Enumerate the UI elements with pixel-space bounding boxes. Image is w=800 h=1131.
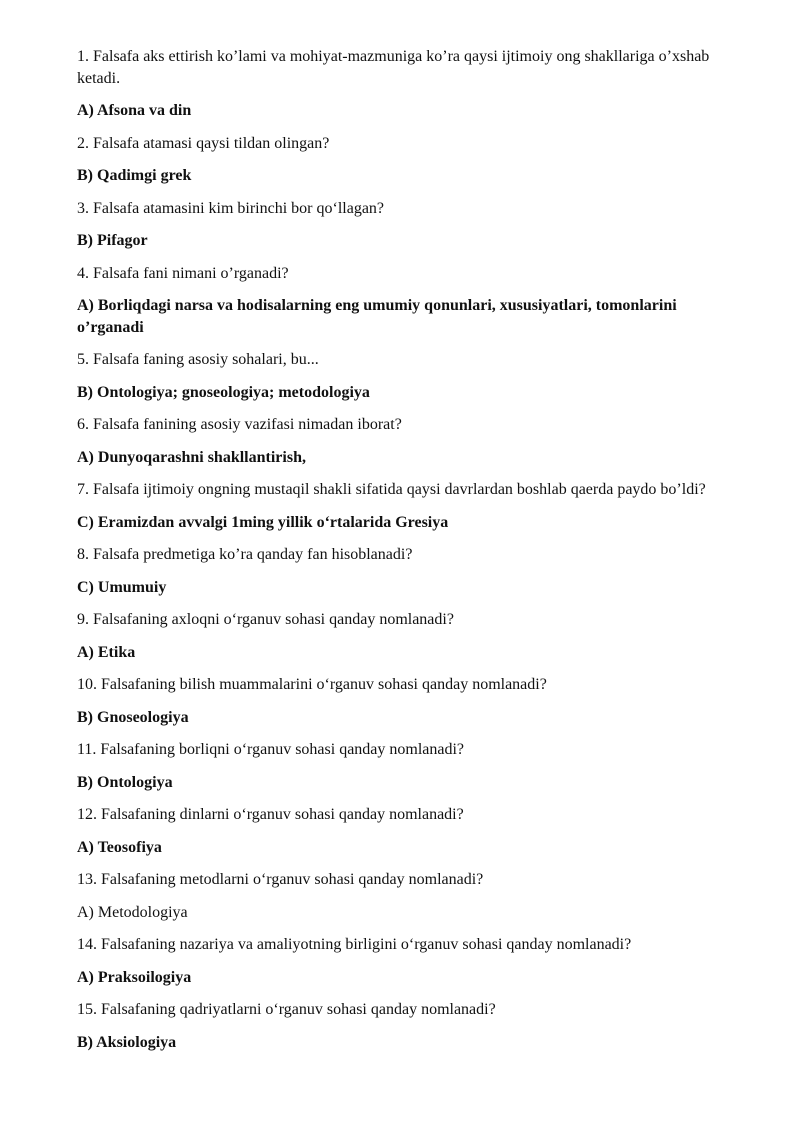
- qa-item-6: [77, 414, 727, 468]
- question-2: 2. Falsafa atamasi qaysi tildan olingan?: [77, 134, 330, 152]
- qa-item-15: [77, 999, 727, 1053]
- answer-8: C) Umumuiy: [77, 578, 167, 596]
- qa-item-9: [77, 609, 727, 663]
- qa-item-5: [77, 349, 727, 403]
- question-14: 14. Falsafaning nazariya va amaliyotning birligini o‘rganuv sohasi qanday nomlanadi?: [77, 936, 632, 953]
- question-4: 4. Falsafa fani nimani o’rganadi?: [77, 264, 289, 282]
- answer-9: A) Etika: [77, 643, 136, 661]
- question-5: 5. Falsafa faning asosiy sohalari, bu...: [77, 351, 319, 368]
- question-11: 11. Falsafaning borliqni o‘rganuv sohasi qanday nomlanadi?: [77, 741, 465, 758]
- answer-2: B) Qadimgi grek: [77, 167, 192, 184]
- question-10: 10. Falsafaning bilish muammalarini o‘rganuv sohasi qanday nomlanadi?: [77, 676, 547, 693]
- qa-item-13: [77, 869, 727, 923]
- qa-item-14: [77, 934, 727, 988]
- answer-15: B) Aksiologiya: [77, 1033, 177, 1051]
- qa-item-8: [77, 544, 727, 598]
- answer-3: B) Pifagor: [77, 232, 148, 249]
- qa-item-1: [77, 46, 727, 122]
- question-1: 1. Falsafa aks ettirish ko’lami va mohiyat-mazmuniga ko’ra qaysi ijtimoiy ong shakllariga o’xshab ketadi.: [77, 48, 710, 87]
- qa-item-10: [77, 674, 727, 728]
- qa-item-7: [77, 479, 727, 533]
- question-12: 12. Falsafaning dinlarni o‘rganuv sohasi qanday nomlanadi?: [77, 806, 464, 823]
- answer-10: B) Gnoseologiya: [77, 708, 189, 726]
- question-8: 8. Falsafa predmetiga ko’ra qanday fan hisoblanadi?: [77, 546, 413, 563]
- qa-item-4: [77, 263, 727, 339]
- answer-14: A) Praksoilogiya: [77, 968, 192, 986]
- answer-4: A) Borliqdagi narsa va hodisalarning eng umumiy qonunlari, xususiyatlari, tomonlarini o’rganadi: [77, 297, 677, 336]
- answer-1: A) Afsona va din: [77, 102, 192, 119]
- answer-6: A) Dunyoqarashni shakllantirish,: [77, 448, 306, 466]
- qa-item-11: [77, 739, 727, 793]
- answer-12: A) Teosofiya: [77, 838, 162, 856]
- answer-11: B) Ontologiya: [77, 773, 173, 791]
- question-13: 13. Falsafaning metodlarni o‘rganuv sohasi qanday nomlanadi?: [77, 871, 484, 888]
- qa-item-2: [77, 133, 727, 187]
- question-6: 6. Falsafa fanining asosiy vazifasi nimadan iborat?: [77, 416, 402, 433]
- document-page: [77, 46, 727, 1064]
- question-9: 9. Falsafaning axloqni o‘rganuv sohasi qanday nomlanadi?: [77, 611, 454, 628]
- qa-item-3: [77, 198, 727, 252]
- answer-7: C) Eramizdan avvalgi 1ming yillik o‘rtalarida Gresiya: [77, 513, 449, 531]
- question-7: 7. Falsafa ijtimoiy ongning mustaqil shakli sifatida qaysi davrlardan boshlab qaerda paydo bo’ldi?: [77, 481, 706, 498]
- answer-13: A) Metodologiya: [77, 903, 188, 921]
- qa-item-12: [77, 804, 727, 858]
- question-15: 15. Falsafaning qadriyatlarni o‘rganuv sohasi qanday nomlanadi?: [77, 1001, 496, 1018]
- question-3: 3. Falsafa atamasini kim birinchi bor qo‘llagan?: [77, 199, 385, 217]
- answer-5: B) Ontologiya; gnoseologiya; metodologiya: [77, 383, 370, 401]
